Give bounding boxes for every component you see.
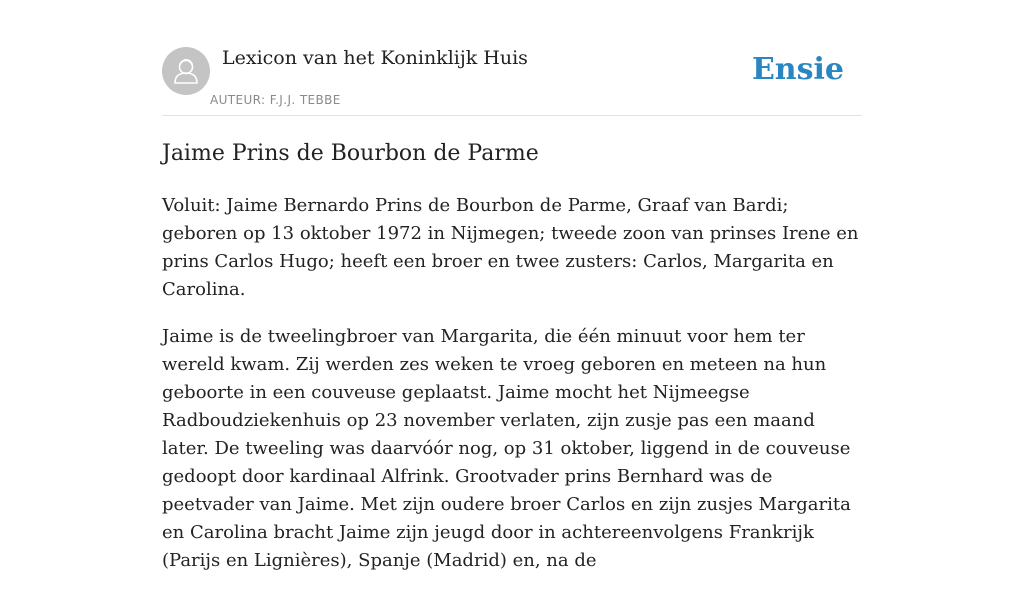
user-outline-icon [162, 47, 210, 95]
author-avatar[interactable] [162, 47, 210, 95]
author-name[interactable]: F.J.J. TEBBE [269, 93, 341, 107]
article-title: Jaime Prins de Bourbon de Parme [162, 141, 539, 166]
article-paragraph: Jaime is de tweelingbroer van Margarita, die één minuut voor hem ter wereld kwam. Zij werden zes weken te vroeg geboren en meteen na hun geboorte in een couveuse geplaatst. Jaime mocht het Nijmeegse Radboudziekenhuis op 23 november verlaten, zijn zusje pas een maand later. De tweeling was daarvóór nog, op 31 oktober, liggend in de couveuse gedoopt door kardinaal Alfrink. Grootvader prins Bernhard was de peetvader van Jaime. Met zijn oudere broer Carlos en zijn zusjes Margarita en Carolina bracht Jaime zijn jeugd door in achtereenvolgens Frankrijk (Parijs en Lignières), Spanje (Madrid) en, na de [162, 326, 851, 571]
article-paragraph: Voluit: Jaime Bernardo Prins de Bourbon de Parme, Graaf van Bardi; geboren op 13 oktober 1972 in Nijmegen; tweede zoon van prinses Irene en prins Carlos Hugo; heeft een broer en twee zusters: Carlos, Margarita en Carolina. [162, 195, 859, 300]
article-container [162, 0, 862, 571]
author-label: AUTEUR: [210, 93, 266, 107]
source-title[interactable]: Lexicon van het Koninklijk Huis [222, 47, 528, 69]
article-header [162, 0, 862, 116]
brand-logo[interactable]: Ensie [751, 52, 844, 87]
author-line [210, 92, 341, 108]
article-body [162, 192, 862, 594]
